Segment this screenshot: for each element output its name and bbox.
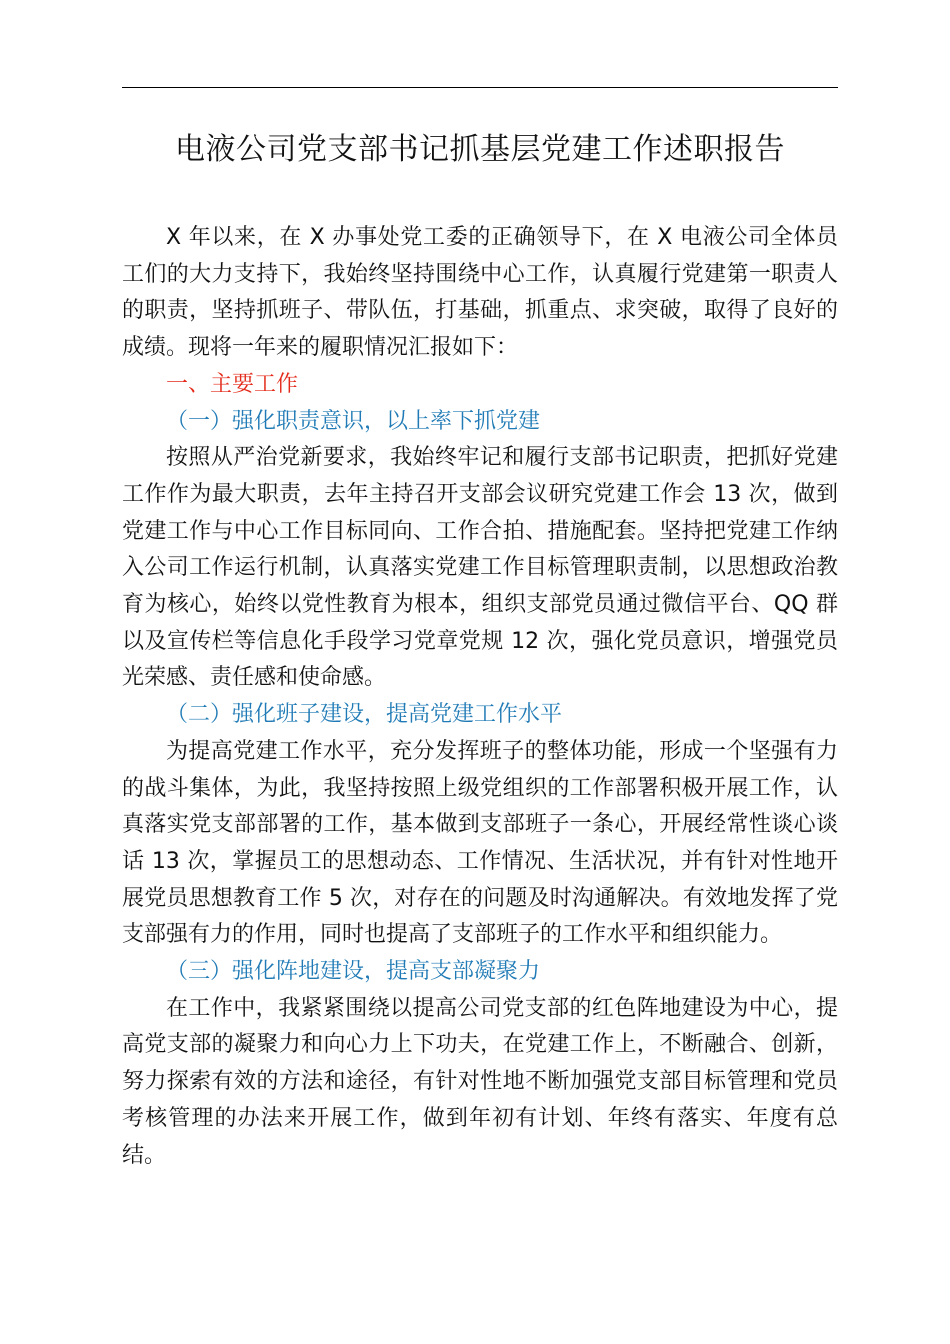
- document-title: 电液公司党支部书记抓基层党建工作述职报告: [175, 132, 785, 167]
- intro-paragraph: X 年以来，在 X 办事处党工委的正确领导下，在 X 电液公司全体员工们的大力支持下，我始终坚持围绕中心工作，认真履行党建第一职责人的职责，坚持抓班子、带队伍，打基础，抓重点、求突破，取得了良好的成绩。现将一年来的履职情况汇报如下：: [122, 225, 838, 361]
- subsection-body-1: 按照从严治党新要求，我始终牢记和履行支部书记职责，把抓好党建工作作为最大职责，去年主持召开支部会议研究党建工作会 13 次，做到党建工作与中心工作目标同向、工作合拍、措施配套。坚持把党建工作纳入公司工作运行机制，认真落实党建工作目标管理职责制，以思想政治教育为核心，始终以党性教育为根本，组织支部党员通过微信平台、QQ 群以及宣传栏等信息化手段学习党章党规 12 次，强化党员意识，增强党员光荣感、责任感和使命感。: [122, 445, 838, 691]
- section-heading-main-work: 一、主要工作: [166, 371, 299, 397]
- subsection-body-3: 在工作中，我紧紧围绕以提高公司党支部的红色阵地建设为中心，提高党支部的凝聚力和向心力上下功夫，在党建工作上，不断融合、创新，努力探索有效的方法和途径，有针对性地不断加强党支部目标管理和党员考核管理的办法来开展工作，做到年初有计划、年终有落实、年度有总结。: [122, 995, 838, 1168]
- header-rule: [122, 87, 838, 88]
- subsection-heading-2: （二）强化班子建设，提高党建工作水平: [166, 702, 563, 728]
- document-body: [122, 220, 838, 1174]
- subsection-heading-1: （一）强化职责意识，以上率下抓党建: [166, 408, 541, 434]
- subsection-body-2: 为提高党建工作水平，充分发挥班子的整体功能，形成一个坚强有力的战斗集体，为此，我坚持按照上级党组织的工作部署积极开展工作，认真落实党支部部署的工作，基本做到支部班子一条心，开展经常性谈心谈话 13 次，掌握员工的思想动态、工作情况、生活状况，并有针对性地开展党员思想教育工作 5 次，对存在的问题及时沟通解决。有效地发挥了党支部强有力的作用，同时也提高了支部班子的工作水平和组织能力。: [122, 738, 838, 948]
- subsection-heading-3: （三）强化阵地建设，提高支部凝聚力: [166, 959, 541, 985]
